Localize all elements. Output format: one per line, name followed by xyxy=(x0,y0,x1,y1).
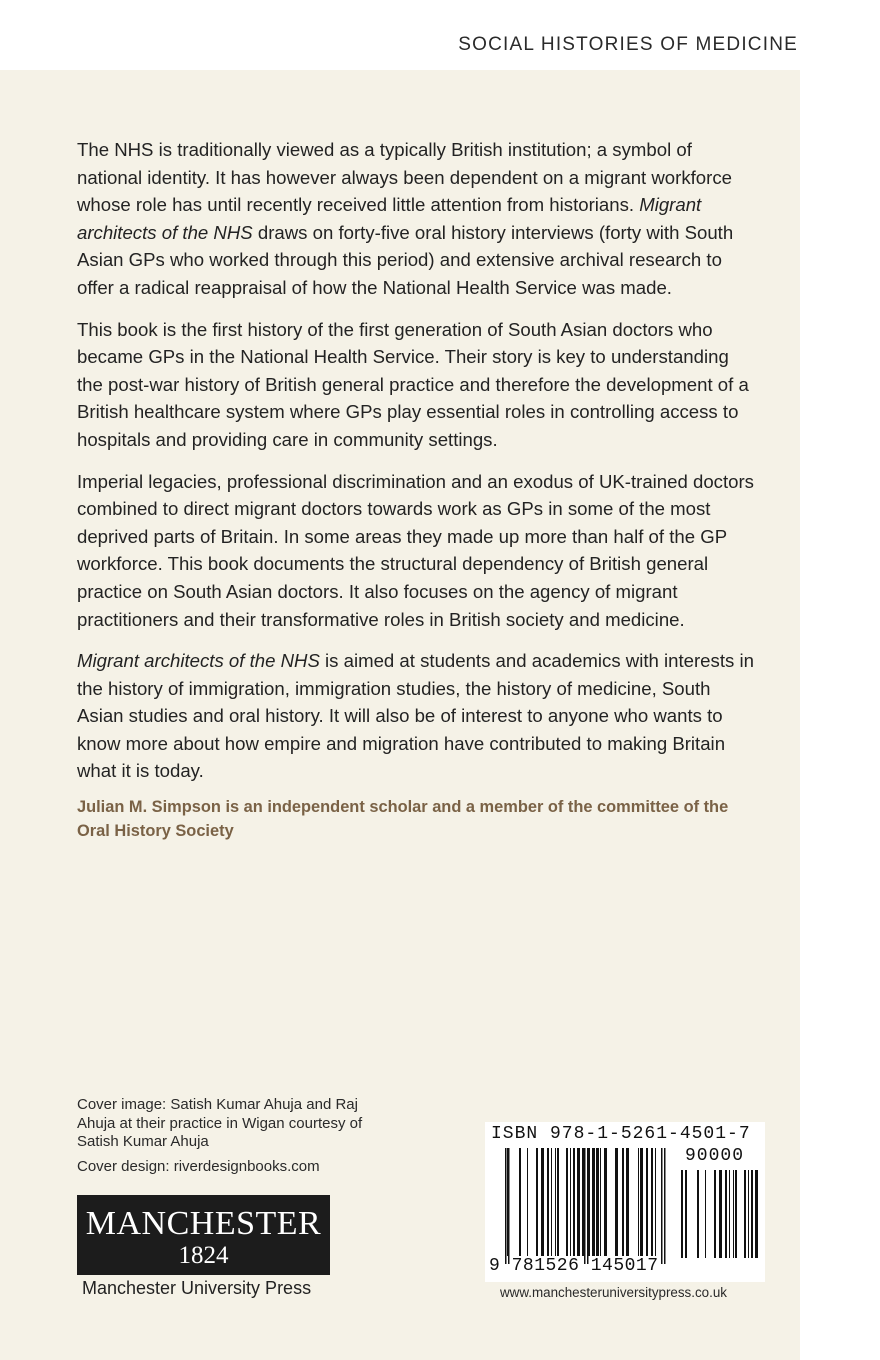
blurb-paragraph-1: The NHS is traditionally viewed as a typically British institution; a symbol of national identity. It has however always been dependent on a migrant workforce whose role has until recently received little attention from historians. Migrant architects of the NHS draws on forty-five oral history interviews (forty with South Asian GPs who worked through this period) and extensive archival research to offer a radical reappraisal of how the National Health Service was made. xyxy=(77,139,734,298)
publisher-website: www.manchesteruniversitypress.co.uk xyxy=(500,1285,727,1300)
ean-digits: 9 781526 145017 xyxy=(489,1256,659,1276)
logo-wordmark: MANCHESTER xyxy=(85,1205,322,1242)
book-title: Migrant architects of the NHS xyxy=(77,650,320,672)
logo-year: 1824 xyxy=(178,1242,229,1269)
isbn-label: ISBN 978-1-5261-4501-7 xyxy=(491,1124,751,1144)
publisher-name: Manchester University Press xyxy=(82,1278,312,1298)
book-title: Migrant architects of the NHS xyxy=(77,194,702,243)
cover-image-credit: Cover image: Satish Kumar Ahuja and Raj Ahuja at their practice in Wigan courtesy of Satish Kumar Ahuja xyxy=(77,1096,363,1151)
blurb xyxy=(77,136,757,843)
barcode xyxy=(485,1122,765,1282)
author-bio: Julian M. Simpson is an independent scholar and a member of the committee of the Oral History Society xyxy=(77,798,729,841)
price-code: 90000 xyxy=(685,1146,745,1166)
series-title: SOCIAL HISTORIES OF MEDICINE xyxy=(458,34,798,55)
blurb-paragraph-2: This book is the first history of the first generation of South Asian doctors who became GPs in the National Health Service. Their story is key to understanding the post-war history of British general practice and therefore the development of a British healthcare system where GPs play essential roles in controlling access to hospitals and providing care in community settings. xyxy=(77,318,749,450)
credits xyxy=(77,1096,367,1182)
blurb-paragraph-3: Imperial legacies, professional discrimination and an exodus of UK-trained doctors combined to direct migrant doctors towards work as GPs in some of the most deprived parts of Britain. In some areas they made up more than half of the GP workforce. This book documents the structural dependency of British general practice on South Asian doctors. It also focuses on the agency of migrant practitioners and their transformative roles in British society and medicine. xyxy=(77,470,754,630)
publisher-logo xyxy=(77,1195,330,1275)
blurb-paragraph-4: Migrant architects of the NHS is aimed at students and academics with interests in the history of immigration, immigration studies, the history of medicine, South Asian studies and oral history. It will also be of interest to anyone who wants to know more about how empire and migration have contributed to making Britain what it is today. xyxy=(77,650,754,782)
cover-design-credit: Cover design: riverdesignbooks.com xyxy=(77,1157,320,1175)
